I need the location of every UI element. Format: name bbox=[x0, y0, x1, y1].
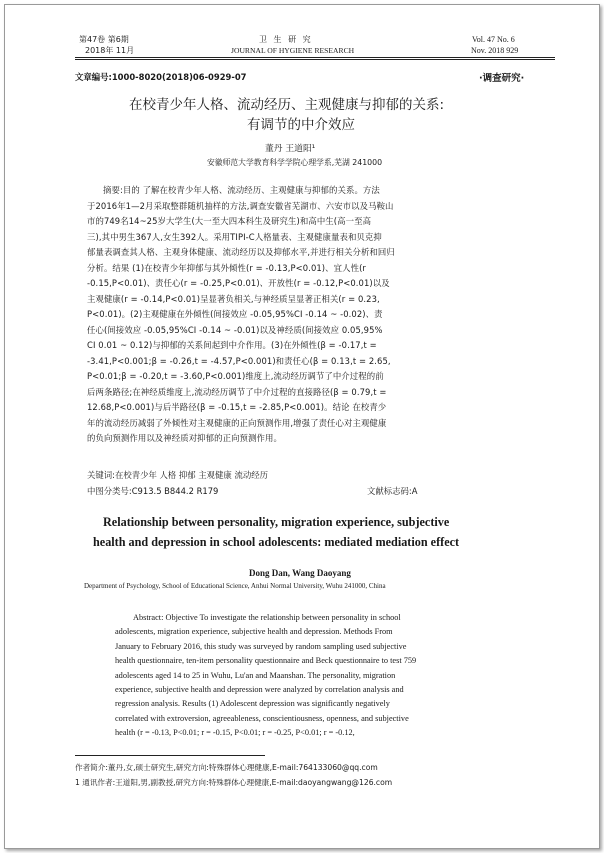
abstract-zh-line: P<0.01;β = -0.20,t = -3.60,P<0.001)维度上,流动经历调节了中介过程的前 bbox=[87, 371, 384, 381]
abstract-zh bbox=[87, 183, 521, 447]
abstract-zh-line: 市的749名14~25岁大学生(大一至大四本科生及研究生)和高中生(高一至高 bbox=[87, 216, 372, 226]
header-rule-second bbox=[75, 59, 555, 60]
abstract-en-line: Abstract: Objective To investigate the relationship between personality in school bbox=[133, 613, 401, 622]
date-page-en: Nov. 2018 929 bbox=[471, 46, 519, 55]
abstract-en-line: adolescents, migration experience, subjective health and depression. Methods From bbox=[115, 627, 393, 637]
abstract-zh-line: 年的流动经历减弱了外倾性对主观健康的正向预测作用,增强了责任心对主观健康 bbox=[87, 417, 387, 428]
abstract-zh-line: 12.68,P<0.001)与后半路径(β = -0.15,t = -2.85,P<0.001)。结论 在校青少 bbox=[87, 402, 387, 412]
keywords-zh: 关键词:在校青少年 人格 抑郁 主观健康 流动经历 bbox=[87, 470, 268, 480]
title-zh-line2: 有调节的中介效应 bbox=[247, 117, 355, 133]
abstract-en-line: adolescents aged 14 to 25 in Wuhu, Lu'an and Maanshan. The personality, migration bbox=[115, 670, 396, 680]
abstract-en-line: experience, subjective health and depression were analyzed by correlation analysis and bbox=[115, 685, 404, 695]
abstract-zh-line: 任心(间接效应 -0.05,95%CI -0.14 ~ -0.01)以及神经质(间接效应 0.05,95% bbox=[87, 324, 383, 335]
abstract-zh-line: 摘要:目的 了解在校青少年人格、流动经历、主观健康与抑郁的关系。方法 bbox=[103, 185, 380, 195]
abstract-en-line: health questionnaire, ten-item personality questionnaire and Beck questionnaire to test 759 bbox=[115, 656, 417, 666]
doc-code-zh: 文献标志码:A bbox=[367, 486, 418, 496]
title-zh-line1: 在校青少年人格、流动经历、主观健康与抑郁的关系: bbox=[129, 97, 445, 113]
abstract-en-line: health (r = -0.13, P<0.01; r = -0.15, P<0.01; r = -0.25, P<0.01; r = -0.12, bbox=[115, 728, 355, 738]
affiliation-zh: 安徽师范大学教育科学学院心理学系,芜湖 241000 bbox=[207, 158, 383, 167]
footnote-author: 作者简介:董丹,女,硕士研究生,研究方向:特殊群体心理健康,E-mail:764133060@qq.com bbox=[75, 763, 378, 772]
header-rule bbox=[75, 57, 555, 58]
volume-issue-en: Vol. 47 No. 6 bbox=[472, 35, 515, 44]
journal-page bbox=[4, 4, 600, 849]
abstract-zh-line: P<0.01)。(2)主观健康在外倾性(间接效应 -0.05,95%CI -0.14 ~ -0.02)、责 bbox=[87, 309, 383, 319]
abstract-zh-line: 后两条路径;在神经质维度上,流动经历调节了中介过程的直接路径(β = 0.79,t = bbox=[87, 386, 387, 397]
issue-date: 2018年 11月 bbox=[85, 46, 135, 55]
abstract-zh-line: 三),其中男生367人,女生392人。采用TIPI-C人格量表、主观健康量表和贝克抑 bbox=[87, 231, 382, 242]
abstract-en-line: correlated with extroversion, agreeableness, conscientiousness, openness, and subjective bbox=[115, 713, 409, 723]
abstract-zh-line: 主观健康(r = -0.14,P<0.01)呈显著负相关,与神经质呈显著正相关(r = 0.23, bbox=[87, 293, 380, 304]
abstract-en-line: regression analysis. Results (1) Adolescent depression was significantly negatively bbox=[115, 699, 390, 709]
journal-name-en: JOURNAL OF HYGIENE RESEARCH bbox=[231, 46, 355, 55]
affiliation-en: Department of Psychology, School of Educational Science, Anhui Normal University, Wuhu 241000, China bbox=[84, 582, 386, 590]
volume-issue: 第47卷 第6期 bbox=[79, 35, 129, 44]
abstract-en-line: January to February 2016, this study was surveyed by random sampling used subjective bbox=[115, 641, 407, 651]
abstract-zh-line: -0.15,P<0.01)、责任心(r = -0.25,P<0.01)、开放性(r = -0.12,P<0.01)以及 bbox=[87, 278, 390, 288]
abstract-zh-line: 的负向预测作用以及神经质对抑郁的正向预测作用。 bbox=[87, 433, 282, 443]
footnote-rule bbox=[75, 755, 265, 756]
article-number: 文章编号:1000-8020(2018)06-0929-07 bbox=[75, 72, 247, 82]
abstract-zh-line: 分析。结果 (1)在校青少年抑郁与其外倾性(r = -0.13,P<0.01)、宜人性(r bbox=[87, 262, 366, 273]
abstract-zh-line: 于2016年1—2月采取整群随机抽样的方法,调查安徽省芜湖市、六安市以及马鞍山 bbox=[87, 200, 394, 211]
abstract-en bbox=[115, 611, 519, 741]
authors-zh: 董丹 王道阳¹ bbox=[265, 144, 316, 154]
title-en-line1: Relationship between personality, migration experience, subjective bbox=[103, 515, 450, 529]
authors-en: Dong Dan, Wang Daoyang bbox=[249, 568, 351, 578]
journal-name-zh: 卫 生 研 究 bbox=[259, 35, 313, 44]
abstract-zh-line: CI 0.01 ~ 0.12)与抑郁的关系间起到中介作用。(3)在外倾性(β = -0.17,t = bbox=[87, 340, 377, 350]
abstract-zh-line: -3.41,P<0.001;β = -0.26,t = -4.57,P<0.001)和责任心(β = 0.13,t = 2.65, bbox=[87, 355, 391, 366]
title-en-line2: health and depression in school adolescents: mediated mediation effect bbox=[93, 535, 460, 549]
abstract-zh-line: 郁量表调查其人格、主观身体健康、流动经历以及抑郁水平,并进行相关分析和回归 bbox=[87, 247, 395, 257]
classification-zh: 中图分类号:C913.5 B844.2 R179 bbox=[87, 486, 219, 496]
footnote-correspondence: 1 通讯作者:王道阳,男,副教授,研究方向:特殊群体心理健康,E-mail:daoyangwang@126.com bbox=[75, 778, 393, 787]
section-label: ·调查研究· bbox=[479, 73, 525, 84]
